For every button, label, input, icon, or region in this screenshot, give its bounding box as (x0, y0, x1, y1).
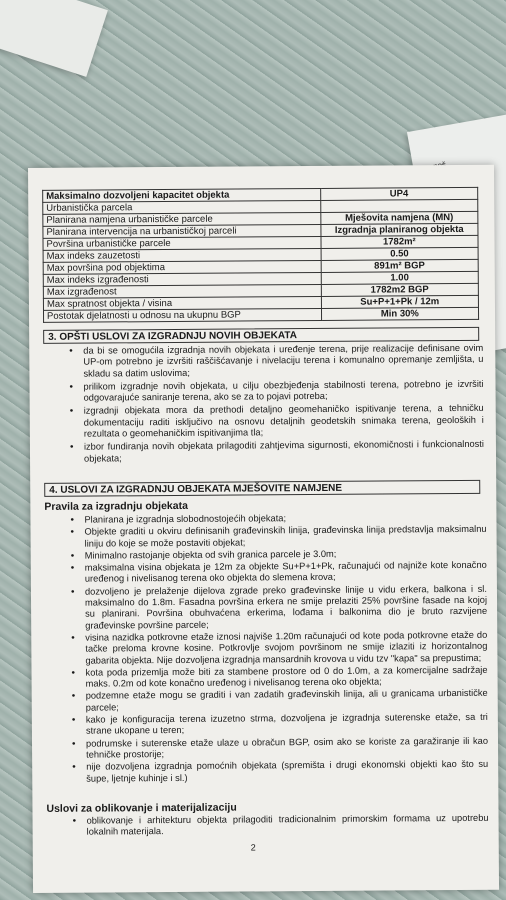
table-row: Planirana intervencija na urbanističkoj parceli Izgradnja planiranog objekta (43, 223, 478, 238)
list-item: • kako je konfiguracija terena izuzetno strma, dozvoljena je izgradnja suterenske etaže, sa tri strane ukopane u teren; (68, 712, 488, 738)
rules-heading: Pravila za izgradnju objekata (44, 499, 188, 513)
list-item: • prilikom izgradnje novih objekata, u cilju obezbjeđenja stabilnosti terena, potrebno je izvršiti odgovarajuće saniranje terena, ako se za to pojavi potreba; (65, 379, 483, 405)
list-item: • dozvoljeno je prelaženje dijelova zgrade preko građevinske linije u vidu erkera, balkona i sl. maksimalno do 1.8m. Fasadna površina erkera ne smije prelaziti 25% površine fasade na kojoj su planirani. Površina obuhvaćena erkerima, lođama i balkonima dio je bruto razvijene građevinske površine parcele; (67, 584, 487, 632)
list-item: • podzemne etaže mogu se graditi i van zadatih građevinskih linija, ali u granicama urbanističke parcele; (68, 688, 488, 714)
design-list (69, 813, 489, 839)
list-item: • maksimalna visina objekata je 12m za objekte Su+P+1+Pk, računajući od najniže kote konačno uređenog i nivelisanog terena oko objekta do slemena krova; (67, 560, 487, 586)
section-3-heading: 3. OPŠTI USLOVI ZA IZGRADNJU NOVIH OBJEKATA (43, 327, 479, 344)
section-4-heading: 4. USLOVI ZA IZGRADNJU OBJEKATA MJEŠOVITE NAMJENE (44, 480, 480, 497)
design-heading: Uslovi za oblikovanje i materijalizaciju (46, 801, 237, 815)
list-item: • Objekte graditi u okviru definisanih građevinskih linija, građevinska linija predstavlja maksimalnu liniju do koje se može postaviti objekat; (67, 524, 487, 550)
table-row: Urbanistička parcela (43, 199, 478, 214)
table-header-label: Maksimalno dozvoljeni kapacitet objekta (43, 188, 321, 202)
list-item: • nije dozvoljena izgradnja pomoćnih objekata (spremišta i drugi ekonomski objekti kao što su šupe, ljetnje kuhinje i sl.) (68, 759, 488, 785)
table-row: Postotak djelatnosti u odnosu na ukupnu BGP Min 30% (43, 307, 478, 322)
list-item: • Minimalno rastojanje objekta od svih granica parcele je 3.0m; (67, 548, 487, 562)
table-header-value: UP4 (320, 187, 477, 200)
list-item: • izgradnji objekata mora da prethodi detaljno geomehaničko ispitivanje terena, a tehničku dokumentaciju raditi isključivo na osnovu detaljnih geodetskih snimaka terena, geoloških i rezultata o geomehaničkim ispitivanjima tla; (66, 403, 484, 440)
table-row: Planirana namjena urbanističke parcele Mješovita namjena (MN) (43, 211, 478, 226)
list-item: • kota poda prizemlja može biti za stambene prostore od 0 do 1.0m, a za komercijalne sadržaje maks. 0.2m od kote konačno uređenog i nivelisanog terena oko objekta; (67, 665, 487, 691)
background-paper (0, 0, 108, 77)
section-3-list (65, 343, 484, 467)
table-row: Max indeks zauzetosti 0.50 (43, 247, 478, 262)
section-4-list (66, 512, 488, 786)
table-row: Max indeks izgrađenosti 1.00 (43, 271, 478, 286)
table-row: Max površina pod objektima 891m² BGP (43, 259, 478, 274)
list-item: • izbor fundiranja novih objekata prilagoditi zahtjevima sigurnosti, ekonomičnosti i funkcionalnosti objekata; (66, 439, 484, 465)
list-item: • da bi se omogućila izgradnja novih objekata i uređenje terena, prije realizacije definisane ovim UP-om potrebno je izvršiti raščišćavanje i nivelaciju terena i komunalno opremanje zemljišta, u skladu sa datim uslovima; (65, 343, 483, 380)
capacity-table (42, 187, 479, 323)
list-item: • visina nazidka potkrovne etaže iznosi najviše 1.20m računajući od kote poda potkrovne etaže do tačke preloma krovne kosine. Potkrovlje svojom površinom ne smije izlaziti iz horizontalnog gabarita objekta. Nije dozvoljena izgradnja mansardnih krovova u vidu tzv "kapa" sa prepustima; (67, 630, 487, 667)
list-item: • Planirana je izgradnja slobodnostojećih objekata; (66, 512, 486, 526)
table-row: Max izgrađenost 1782m2 BGP (43, 283, 478, 298)
page-number: 2 (250, 842, 256, 853)
list-item: • oblikovanje i arhitekturu objekta prilagoditi tradicionalnim primorskim formama uz upotrebu lokalnih materijala. (69, 813, 489, 839)
table-row: Max spratnost objekta / visina Su+P+1+Pk / 12m (43, 295, 478, 310)
list-item: • podrumske i suterenske etaže ulaze u obračun BGP, osim ako se koriste za garažiranje ili kao tehničke prostorije; (68, 735, 488, 761)
table-row: Površina urbanističke parcele 1782m² (43, 235, 478, 250)
document-page (28, 165, 499, 893)
